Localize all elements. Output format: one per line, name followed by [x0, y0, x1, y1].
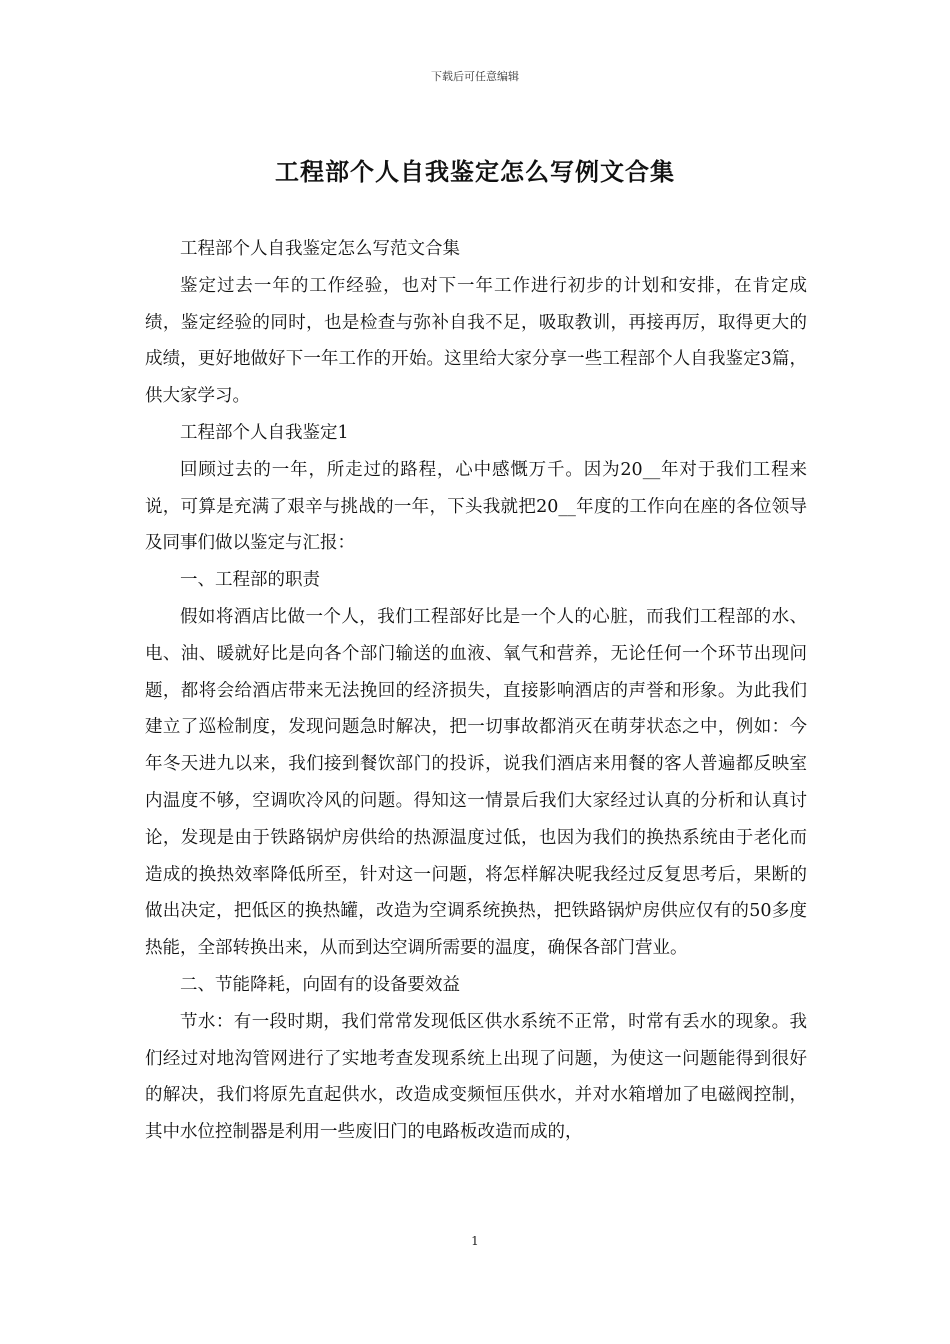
paragraph-intro: 鉴定过去一年的工作经验，也对下一年工作进行初步的计划和安排，在肯定成绩，鉴定经验的同时，也是检查与弥补自我不足，吸取教训，再接再厉，取得更大的成绩，更好地做好下一年工作的开始。这里给大家分享一些工程部个人自我鉴定3篇，供大家学习。	[145, 275, 807, 407]
paragraph: 节水：有一段时期，我们常常发现低区供水系统不正常，时常有丢水的现象。我们经过对地沟管网进行了实地考查发现系统上出现了问题，为使这一问题能得到很好的解决，我们将原先直起供水，改造成变频恒压供水，并对水箱增加了电磁阀控制，其中水位控制器是利用一些废旧门的电路板改造而成的，	[145, 1011, 807, 1143]
document-title: 工程部个人自我鉴定怎么写例文合集	[275, 157, 675, 186]
header-note: 下载后可任意编辑	[431, 70, 519, 83]
section-heading: 一、工程部的职责	[180, 570, 320, 591]
page-number: 1	[471, 1234, 479, 1248]
paragraph-subtitle: 工程部个人自我鉴定怎么写范文合集	[180, 239, 460, 259]
paragraph: 回顾过去的一年，所走过的路程，心中感慨万千。因为20__年对于我们工程来说，可算是充满了艰辛与挑战的一年，下头我就把20__年度的工作向在座的各位领导及同事们做以鉴定与汇报：	[145, 459, 807, 554]
document-body	[145, 231, 807, 1151]
section-heading: 二、节能降耗，向固有的设备要效益	[180, 974, 460, 995]
section-heading: 工程部个人自我鉴定1	[180, 422, 349, 443]
paragraph: 假如将酒店比做一个人，我们工程部好比是一个人的心脏，而我们工程部的水、电、油、暖就好比是向各个部门输送的血液、氧气和营养，无论任何一个环节出现问题，都将会给酒店带来无法挽回的经济损失，直接影响酒店的声誉和形象。为此我们建立了巡检制度，发现问题急时解决，把一切事故都消灭在萌芽状态之中，例如：今年冬天进九以来，我们接到餐饮部门的投诉，说我们酒店来用餐的客人普遍都反映室内温度不够，空调吹冷风的问题。得知这一情景后我们大家经过认真的分析和认真讨论，发现是由于铁路锅炉房供给的热源温度过低，也因为我们的换热系统由于老化而造成的换热效率降低所至，针对这一问题，将怎样解决呢我经过反复思考后，果断的做出决定，把低区的换热罐，改造为空调系统换热，把铁路锅炉房供应仅有的50多度热能，全部转换出来，从而到达空调所需要的温度，确保各部门营业。	[145, 606, 807, 959]
